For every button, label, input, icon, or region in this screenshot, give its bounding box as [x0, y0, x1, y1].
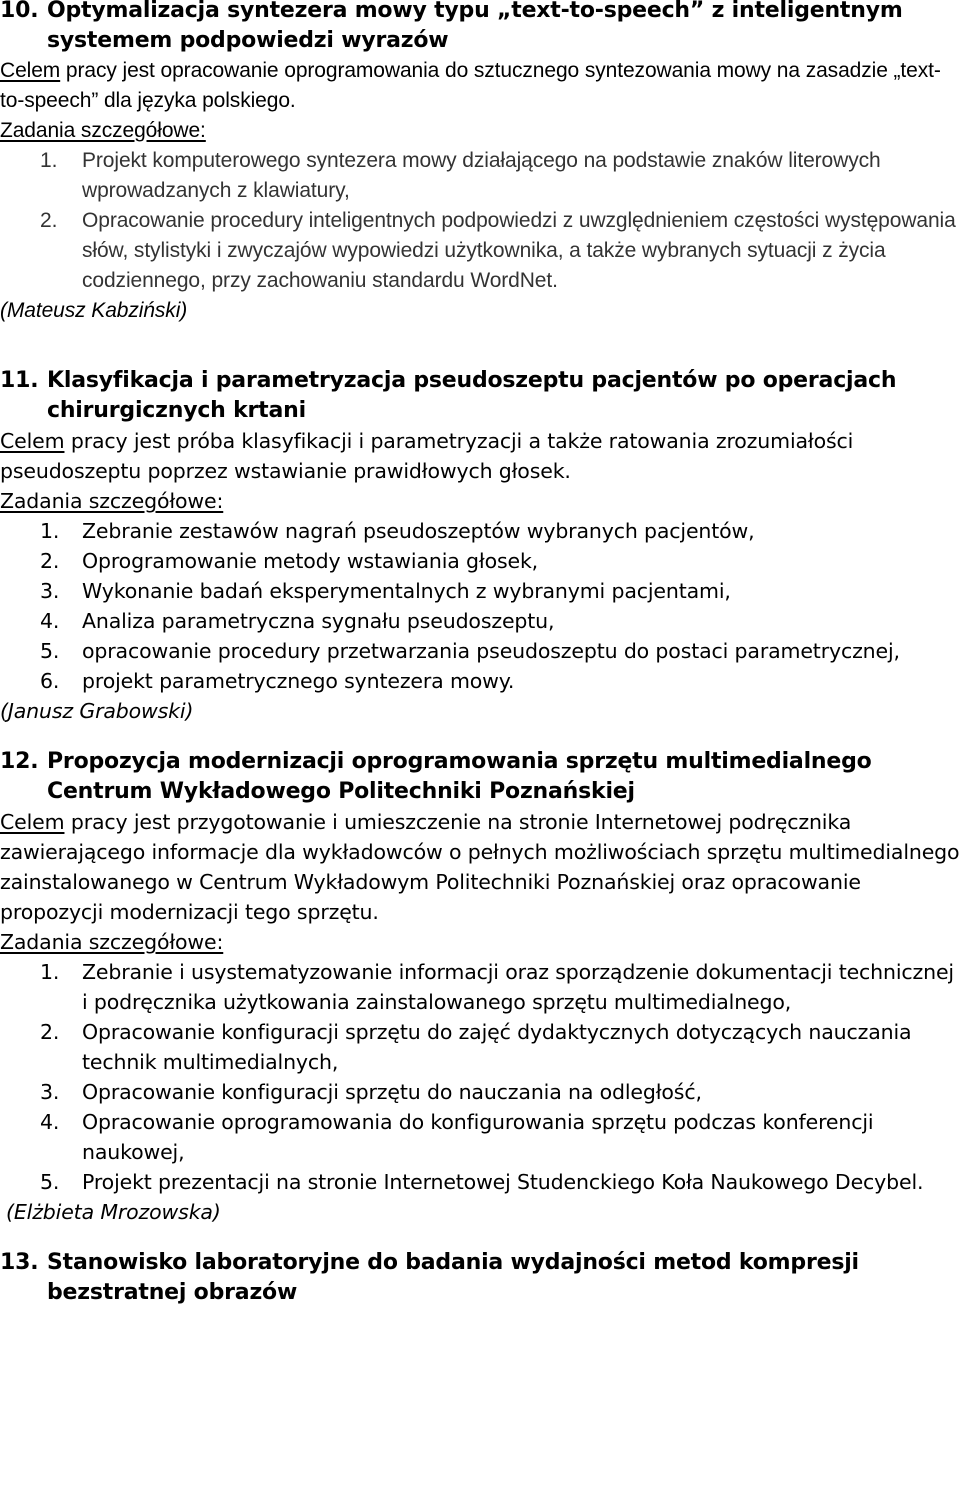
goal-text: pracy jest próba klasyfikacji i parametryzacji a także ratowania zrozumiałości pseudoszeptu poprzez wstawianie prawidłowych głosek.: [0, 429, 854, 483]
task-number: 2.: [40, 209, 58, 232]
goal-label: Celem: [0, 810, 65, 834]
topic-number: 13.: [0, 1250, 39, 1275]
topic-10: [0, 0, 960, 326]
topic-title: [0, 366, 960, 426]
task-number: 5.: [40, 639, 60, 663]
task-item: [0, 666, 960, 696]
task-item: [0, 516, 960, 546]
topic-number: 10.: [0, 0, 39, 23]
task-list: [0, 146, 960, 296]
topic-title: [0, 1248, 960, 1308]
goal-text: pracy jest opracowanie oprogramowania do sztucznego syntezowania mowy na zasadzie „text-to-speech” dla języka polskiego.: [0, 59, 941, 112]
goal-text: pracy jest przygotowanie i umieszczenie na stronie Internetowej podręcznika zawierającego informacje dla wykładowców o pełnych możliwościach sprzętu multimedialnego zainstalowanego w Centrum Wykładowym Politechniki Poznańskiej oraz opracowanie propozycji modernizacji tego sprzętu.: [0, 810, 960, 924]
tasks-label: Zadania szczegółowe:: [0, 489, 224, 513]
author: (Elżbieta Mrozowska): [6, 1200, 221, 1224]
task-list: [0, 516, 960, 696]
task-number: 3.: [40, 579, 60, 603]
author: (Mateusz Kabziński): [0, 299, 188, 322]
task-text: Opracowanie konfiguracji sprzętu do nauczania na odległość,: [82, 1080, 702, 1104]
task-number: 5.: [40, 1170, 60, 1194]
task-text: Projekt prezentacji na stronie Internetowej Studenckiego Koła Naukowego Decybel.: [82, 1170, 924, 1194]
goal-label: Celem: [0, 59, 61, 82]
task-number: 4.: [40, 609, 60, 633]
task-item: [0, 1167, 960, 1197]
task-text: projekt parametrycznego syntezera mowy.: [82, 669, 515, 693]
topic-title: [0, 747, 960, 807]
goal-label: Celem: [0, 429, 65, 453]
task-number: 6.: [40, 669, 60, 693]
task-number: 4.: [40, 1110, 60, 1134]
task-text: Opracowanie oprogramowania do konfigurowania sprzętu podczas konferencji naukowej,: [82, 1110, 874, 1164]
task-text: Wykonanie badań eksperymentalnych z wybranymi pacjentami,: [82, 579, 731, 603]
task-number: 1.: [40, 519, 60, 543]
task-text: Opracowanie konfiguracji sprzętu do zajęć dydaktycznych dotyczących nauczania technik multimedialnych,: [82, 1020, 912, 1074]
task-item: [0, 1017, 960, 1077]
task-text: Projekt komputerowego syntezera mowy działającego na podstawie znaków literowych wprowadzanych z klawiatury,: [82, 149, 881, 202]
topic-title: [0, 0, 960, 56]
task-list: [0, 957, 960, 1197]
task-item: [0, 146, 960, 206]
topic-title-text: Propozycja modernizacji oprogramowania sprzętu multimedialnego Centrum Wykładowego Politechniki Poznańskiej: [47, 749, 872, 804]
topic-11: [0, 366, 960, 726]
task-item: [0, 1077, 960, 1107]
task-item: [0, 206, 960, 296]
tasks-label: Zadania szczegółowe:: [0, 930, 224, 954]
task-number: 1.: [40, 960, 60, 984]
task-item: [0, 576, 960, 606]
task-item: [0, 957, 960, 1017]
task-text: Oprogramowanie metody wstawiania głosek,: [82, 549, 539, 573]
topic-12: [0, 747, 960, 1227]
task-item: [0, 546, 960, 576]
task-text: Zebranie zestawów nagrań pseudoszeptów wybranych pacjentów,: [82, 519, 755, 543]
goal-paragraph: [0, 807, 960, 927]
task-item: [0, 606, 960, 636]
author: (Janusz Grabowski): [0, 699, 194, 723]
task-number: 2.: [40, 1020, 60, 1044]
task-item: [0, 1107, 960, 1167]
task-text: opracowanie procedury przetwarzania pseudoszeptu do postaci parametrycznej,: [82, 639, 900, 663]
task-text: Analiza parametryczna sygnału pseudoszeptu,: [82, 609, 555, 633]
task-number: 2.: [40, 549, 60, 573]
goal-paragraph: [0, 426, 960, 486]
topic-title-text: Klasyfikacja i parametryzacja pseudoszeptu pacjentów po operacjach chirurgicznych krtani: [47, 368, 897, 423]
task-text: Zebranie i usystematyzowanie informacji oraz sporządzenie dokumentacji technicznej i podręcznika użytkowania zainstalowanego sprzętu multimedialnego,: [82, 960, 954, 1014]
goal-paragraph: [0, 56, 960, 116]
topic-title-text: Stanowisko laboratoryjne do badania wydajności metod kompresji bezstratnej obrazów: [47, 1250, 859, 1305]
tasks-label: Zadania szczegółowe:: [0, 119, 206, 142]
task-item: [0, 636, 960, 666]
topic-number: 12.: [0, 749, 39, 774]
task-text: Opracowanie procedury inteligentnych podpowiedzi z uwzględnieniem częstości występowania słów, stylistyki i zwyczajów wypowiedzi użytkownika, a także wybranych sytuacji z życia codziennego, przy zachowaniu standardu WordNet.: [82, 209, 956, 292]
task-number: 1.: [40, 149, 58, 172]
topic-title-text: Optymalizacja syntezera mowy typu „text-to-speech” z inteligentnym systemem podpowiedzi wyrazów: [47, 0, 903, 53]
task-number: 3.: [40, 1080, 60, 1104]
topic-13: [0, 1248, 960, 1308]
topic-number: 11.: [0, 368, 39, 393]
